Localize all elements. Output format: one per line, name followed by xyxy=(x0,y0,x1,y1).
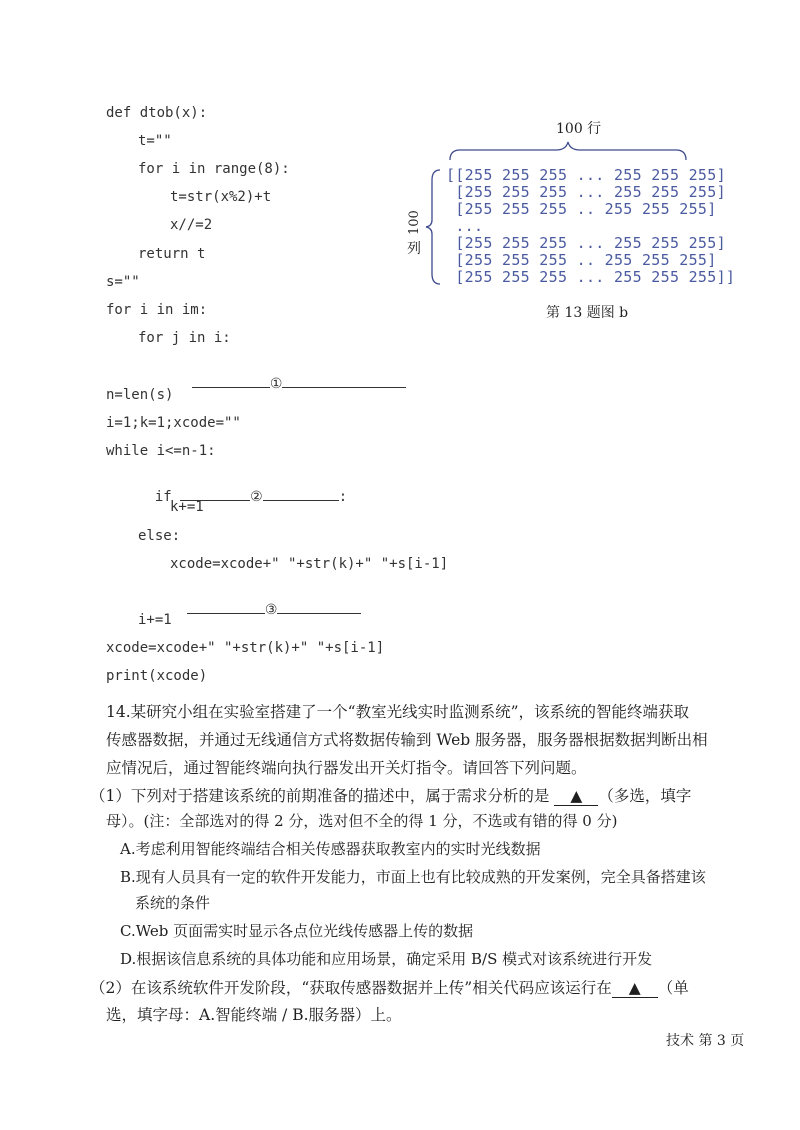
code-line-12: while i<=n-1: xyxy=(106,443,216,459)
q14-part2-line-1 xyxy=(90,976,689,998)
code-line-2: t="" xyxy=(138,133,172,149)
code-line-19: print(xcode) xyxy=(106,668,208,684)
code-line-10: n=len(s) xyxy=(106,387,174,403)
blank-2-marker: ② xyxy=(250,489,263,505)
top-brace xyxy=(448,140,688,162)
q14-option-b-cont: 系统的条件 xyxy=(135,894,211,912)
q14-intro-line-3: 应情况后，通过智能终端向执行器发出开关灯指令。请回答下列问题。 xyxy=(106,759,587,777)
code-line-6: return t xyxy=(138,246,206,262)
left-brace xyxy=(424,168,442,286)
page-footer: 技术 第 3 页 xyxy=(666,1033,745,1049)
code-line-3: for i in range(8): xyxy=(138,161,290,177)
side-label xyxy=(405,210,423,258)
blank-1 xyxy=(175,357,406,393)
blank-3 xyxy=(170,583,361,619)
q14-part1-line-2: 母）。(注：全部选对的得 2 分，选对但不全的得 1 分，不选或有错的得 0 分) xyxy=(106,812,618,830)
side-label-number: 100 xyxy=(406,210,422,236)
q14-part1-text: （1）下列对于搭建该系统的前期准备的描述中，属于需求分析的是 xyxy=(90,787,550,805)
q14-intro-line-1: 14.某研究小组在实验室搭建了一个“教室光线实时监测系统”，该系统的智能终端获取 xyxy=(106,703,690,721)
blank-3-marker: ③ xyxy=(264,602,278,618)
matrix-row-4: [255 255 255 ... 255 255 255] xyxy=(446,234,726,252)
q14-part1-note: （多选，填字 xyxy=(598,787,692,805)
side-label-char: 列 xyxy=(407,241,421,257)
if-colon: : xyxy=(338,489,348,505)
code-line-8: for i in im: xyxy=(106,302,208,318)
code-line-5: x//=2 xyxy=(170,217,213,233)
if-keyword: if xyxy=(154,489,181,505)
code-line-1: def dtob(x): xyxy=(106,105,208,121)
code-line-18: xcode=xcode+" "+str(k)+" "+s[i-1] xyxy=(106,640,385,656)
code-line-14: k+=1 xyxy=(170,499,204,515)
q14-option-b: B.现有人员具有一定的软件开发能力，市面上也有比较成熟的开发案例，完全具备搭建该 xyxy=(120,868,706,886)
code-line-17: i+=1 xyxy=(138,612,172,628)
q14-option-d: D.根据该信息系统的具体功能和应用场景，确定采用 B/S 模式对该系统进行开发 xyxy=(120,950,653,968)
code-line-9: for j in i: xyxy=(138,330,231,346)
code-line-7: s="" xyxy=(106,274,140,290)
q14-part1-line-1 xyxy=(90,784,691,806)
matrix-ellipsis: ... xyxy=(446,217,484,235)
q14-part1-answer-blank: ▲ xyxy=(554,787,598,806)
matrix-row-5: [255 255 255 .. 255 255 255] xyxy=(446,251,717,269)
code-line-16: xcode=xcode+" "+str(k)+" "+s[i-1] xyxy=(170,556,449,572)
code-line-11: i=1;k=1;xcode="" xyxy=(106,415,241,431)
blank-1-marker: ① xyxy=(269,376,283,392)
q14-part2-line-2: 选，填字母：A.智能终端 / B.服务器）上。 xyxy=(106,1006,402,1024)
code-line-15: else: xyxy=(138,528,181,544)
matrix-row-6: [255 255 255 ... 255 255 255]] xyxy=(446,268,736,286)
q14-option-a: A.考虑利用智能终端结合相关传感器获取教室内的实时光线数据 xyxy=(120,840,541,858)
matrix-row-3: [255 255 255 .. 255 255 255] xyxy=(446,200,717,218)
q14-option-c: C.Web 页面需实时显示各点位光线传感器上传的数据 xyxy=(120,922,474,940)
q14-intro-line-2: 传感器数据，并通过无线通信方式将数据传输到 Web 服务器，服务器根据数据判断出相 xyxy=(106,731,708,749)
code-line-4: t=str(x%2)+t xyxy=(170,189,272,205)
matrix-row-2: [255 255 255 ... 255 255 255] xyxy=(446,183,726,201)
figure-caption: 第 13 题图 b xyxy=(546,305,629,321)
q14-part2-note: （单 xyxy=(657,979,689,997)
q14-part2-text: （2）在该系统软件开发阶段，“获取传感器数据并上传”相关代码应该运行在 xyxy=(90,979,612,997)
q14-part2-answer-blank: ▲ xyxy=(612,979,658,998)
figure-top-label: 100 行 xyxy=(556,121,602,137)
matrix-row-1: [[255 255 255 ... 255 255 255] xyxy=(446,166,726,184)
